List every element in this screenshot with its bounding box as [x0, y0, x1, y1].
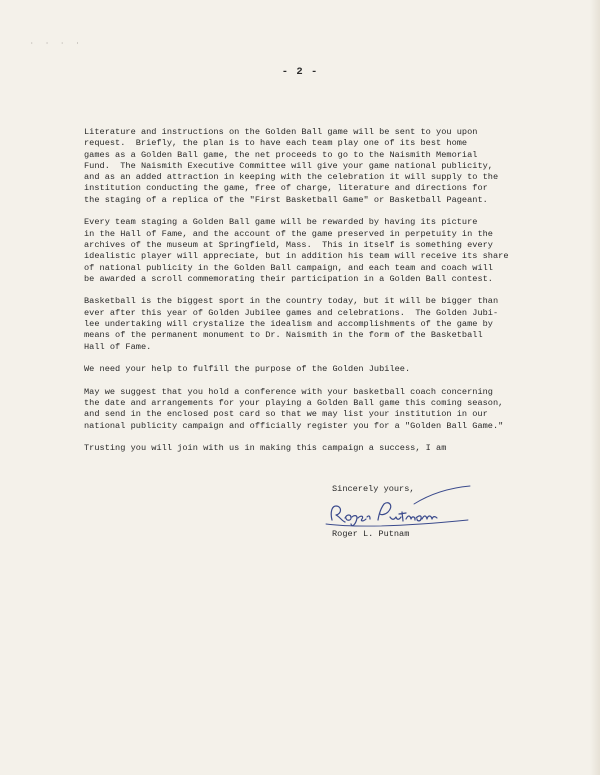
paragraph-golden-ball-instructions: Literature and instructions on the Golden Ball game will be sent to you upon request. Briefly, the plan is to have each team play one of its best home games as a Golden Ball game, the net proceeds to go to the Naismith Memorial Fund. The Naismith Executive Committee will give your game national publicity, and as an added attraction in keeping with the celebration it will supply to the institution conducting the game, free of charge, literature and directions for the staging of a replica of the "First Basketball Game" or Basketball Pageant. — [84, 127, 499, 205]
paragraph-conference-suggestion: May we suggest that you hold a conference with your basketball coach concerning the date and arrangements for your playing a Golden Ball game this coming season, and send in the enclosed post card so that we may list your institution in our national publicity campaign and officially register you for a "Golden Ball Game." — [84, 386, 504, 431]
page-number: - 2 - — [281, 66, 319, 78]
paragraph-biggest-sport: Basketball is the biggest sport in the country today, but it will be bigger than ever after this year of Golden Jubilee games and celebrations. The Golden Jubi- lee undertaking will crystalize the idealism and accomplishments of the game by means of the permanent monument to Dr. Naismith in the form of the Basketball Hall of Fame. — [84, 296, 499, 352]
closing-phrase: Sincerely yours, — [332, 484, 415, 494]
paper-edge — [590, 0, 600, 775]
paragraph-hall-of-fame-reward: Every team staging a Golden Ball game will be rewarded by having its picture in the Hall of Fame, and the account of the game preserved in perpetuity in the archives of the museum at Springfield, Mass. This in itself is something every idealistic player will appreciate, but in addition his team will receive its share of national publicity in the Golden Ball campaign, and each team and coach will be awarded a scroll commemorating their participation in a Golden Ball contest. — [84, 217, 509, 284]
paragraph-need-help: We need your help to fulfill the purpose of the Golden Jubilee. — [84, 364, 411, 375]
paragraph-trusting: Trusting you will join with us in making this campaign a success, I am — [84, 443, 447, 454]
letter-body — [84, 127, 544, 466]
scan-marks: · · · · — [30, 40, 84, 47]
signer-name: Roger L. Putnam — [332, 529, 410, 539]
